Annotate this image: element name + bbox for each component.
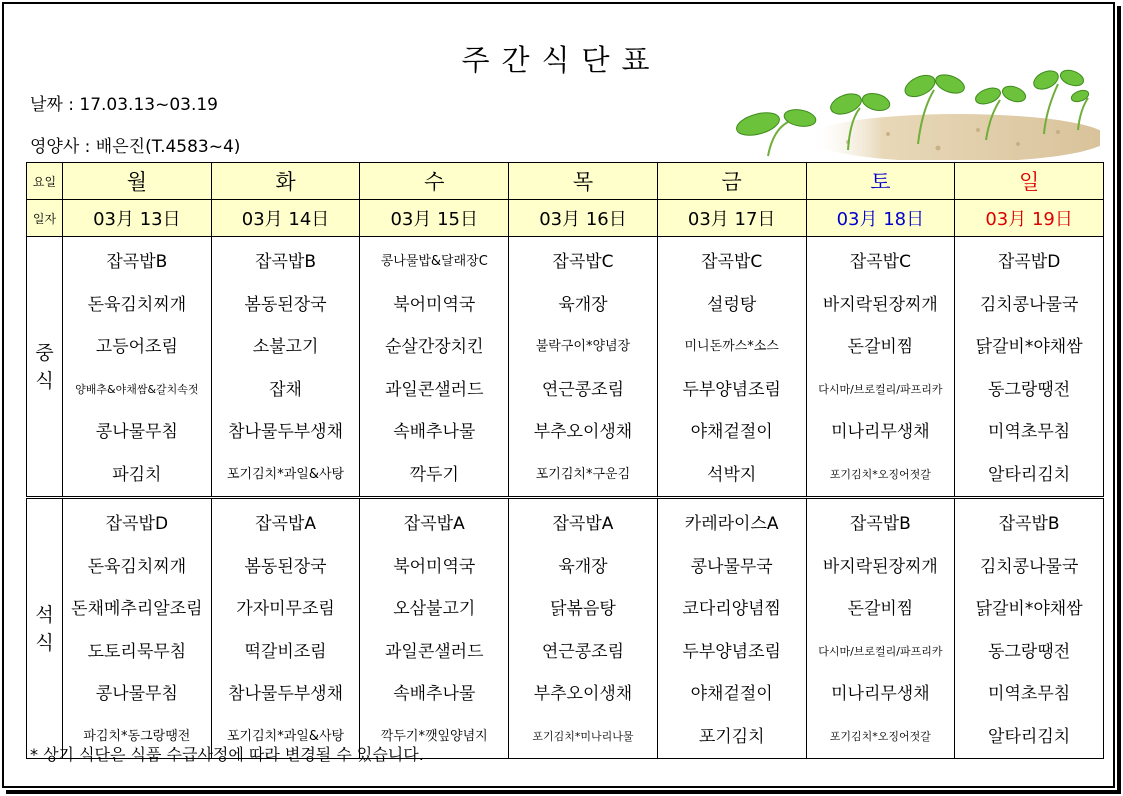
menu-item: 콩나물밥&달래장C	[380, 254, 488, 269]
lunch-label	[27, 237, 63, 498]
menu-item: 미나리무생채	[831, 422, 930, 442]
menu-item: 잡곡밥A	[255, 514, 316, 534]
menu-item: 육개장	[558, 294, 608, 315]
weekly-menu-table	[26, 162, 1104, 759]
menu-item: 떡갈비조림	[244, 641, 327, 662]
menu-item: 콩나물무국	[690, 556, 773, 577]
date-row	[27, 200, 1104, 237]
menu-item: 바지락된장찌개	[822, 294, 938, 315]
menu-item: 다시마/브로컬리/파프리카	[818, 644, 943, 658]
menu-item: 포기김치*과일&사탕	[227, 466, 345, 482]
menu-item: 코다리양념찜	[682, 599, 781, 619]
menu-item: 잡곡밥B	[998, 514, 1060, 534]
menu-item: 콩나물무침	[95, 684, 178, 704]
menu-item: 닭갈비*야채쌈	[975, 337, 1083, 357]
menu-item: 잡곡밥C	[701, 252, 763, 272]
menu-item: 과일콘샐러드	[384, 379, 484, 400]
day-sat: 토	[806, 163, 955, 200]
menu-item: 잡곡밥B	[849, 514, 911, 534]
menu-item: 소불고기	[252, 337, 319, 357]
menu-item: 불락구이*양념장	[535, 339, 631, 354]
menu-item: 잡곡밥C	[552, 252, 614, 272]
dinner-thu	[509, 498, 658, 759]
menu-item: 돈채메추리알조림	[71, 599, 203, 619]
menu-item: 깍두기	[409, 464, 459, 485]
menu-item: 속배추나물	[393, 684, 476, 704]
day-fri: 금	[657, 163, 806, 200]
menu-item: 잡곡밥A	[403, 514, 465, 534]
nutritionist-info: 영양사 : 배은진(T.4583~4)	[30, 137, 241, 157]
dinner-tue	[211, 498, 360, 759]
menu-item: 돈갈비찜	[847, 337, 914, 357]
menu-item: 속배추나물	[393, 422, 476, 442]
menu-item: 잡곡밥D	[105, 514, 169, 534]
day-mon: 월	[63, 163, 212, 200]
menu-item: 동그랑땡전	[988, 379, 1071, 400]
menu-item: 잡곡밥A	[552, 514, 614, 534]
menu-item: 두부양념조림	[682, 379, 781, 400]
dinner-mon	[63, 498, 212, 759]
sprout-illustration	[728, 60, 1100, 160]
dinner-sat	[806, 498, 955, 759]
menu-item: 미나리무생채	[831, 684, 930, 704]
menu-item: 육개장	[558, 556, 608, 577]
menu-item: 미역초무침	[988, 684, 1071, 704]
dinner-label-text: 석식	[35, 603, 54, 654]
menu-item: 돈갈비찜	[847, 599, 914, 619]
menu-item: 포기김치*오징어젓갈	[829, 729, 931, 743]
menu-item: 야채겉절이	[690, 422, 773, 442]
menu-item: 오삼불고기	[393, 599, 476, 619]
menu-item: 도토리묵무침	[87, 641, 187, 662]
dinner-wed	[360, 498, 509, 759]
lunch-row	[27, 237, 1104, 498]
weekday-row-label: 요일	[27, 163, 63, 200]
day-thu: 목	[509, 163, 658, 200]
menu-item: 깍두기*깻잎양념지	[380, 728, 488, 744]
menu-item: 알타리김치	[988, 726, 1071, 747]
menu-item: 포기김치*과일&사탕	[227, 728, 345, 744]
date-tue: 03月 14日	[211, 200, 360, 237]
menu-item: 부추오이생채	[533, 422, 633, 442]
dinner-fri	[657, 498, 806, 759]
frame-shadow-bottom	[6, 790, 1121, 794]
lunch-wed	[360, 237, 509, 498]
lunch-label-text: 중식	[35, 341, 54, 392]
menu-item: 봄동된장국	[244, 556, 327, 577]
menu-item: 카레라이스A	[684, 514, 779, 534]
date-thu: 03月 16日	[509, 200, 658, 237]
menu-item: 설렁탕	[707, 294, 757, 315]
menu-item: 파김치	[112, 464, 162, 485]
date-fri: 03月 17日	[657, 200, 806, 237]
day-tue: 화	[211, 163, 360, 200]
menu-item: 돈육김치찌개	[87, 294, 187, 315]
day-sun: 일	[955, 163, 1104, 200]
date-mon: 03月 13日	[63, 200, 212, 237]
menu-item: 닭갈비*야채쌈	[975, 599, 1083, 619]
date-sat: 03月 18日	[806, 200, 955, 237]
dinner-sun	[955, 498, 1104, 759]
menu-item: 연근콩조림	[541, 379, 625, 400]
menu-item: 과일콘샐러드	[384, 641, 484, 662]
menu-item: 돈육김치찌개	[87, 556, 187, 577]
menu-item: 참나물두부생채	[228, 422, 344, 442]
frame-shadow-right	[1117, 6, 1121, 792]
dinner-label	[27, 498, 63, 759]
date-wed: 03月 15日	[360, 200, 509, 237]
menu-item: 포기김치	[698, 726, 765, 747]
menu-item: 잡곡밥C	[849, 252, 911, 272]
dinner-row	[27, 498, 1104, 759]
menu-item: 양배추&야채쌈&갈치속젓	[75, 382, 199, 396]
menu-item: 다시마/브로컬리/파프리카	[818, 382, 943, 396]
menu-item: 파김치*동그랑땡전	[83, 728, 191, 744]
menu-item: 참나물두부생채	[228, 684, 344, 704]
date-range: 날짜 : 17.03.13~03.19	[30, 95, 218, 115]
menu-item: 두부양념조림	[682, 641, 781, 662]
menu-item: 야채겉절이	[690, 684, 773, 704]
menu-item: 순살간장치킨	[384, 337, 484, 357]
menu-item: 봄동된장국	[244, 294, 327, 315]
day-wed: 수	[360, 163, 509, 200]
menu-item: 알타리김치	[988, 464, 1071, 485]
menu-item: 포기김치*구운김	[535, 466, 631, 482]
footnote: * 상기 식단은 식품 수급사정에 따라 변경될 수 있습니다.	[30, 745, 424, 764]
lunch-sat	[806, 237, 955, 498]
date-row-label: 일자	[27, 200, 63, 237]
menu-item: 동그랑땡전	[988, 641, 1071, 662]
menu-item: 잡곡밥B	[255, 252, 317, 272]
menu-item: 김치콩나물국	[979, 556, 1079, 577]
lunch-fri	[657, 237, 806, 498]
menu-item: 고등어조림	[95, 337, 178, 357]
menu-item: 연근콩조림	[541, 641, 625, 662]
menu-item: 북어미역국	[393, 556, 476, 577]
page-title: 주간식단표	[461, 43, 662, 77]
menu-item: 김치콩나물국	[979, 294, 1079, 315]
menu-item: 잡곡밥D	[997, 252, 1061, 272]
menu-item: 잡곡밥B	[106, 252, 168, 272]
lunch-mon	[63, 237, 212, 498]
menu-item: 석박지	[707, 464, 757, 485]
menu-item: 닭볶음탕	[550, 599, 616, 619]
date-sun: 03月 19日	[955, 200, 1104, 237]
menu-item: 북어미역국	[393, 294, 476, 315]
menu-item: 포기김치*오징어젓갈	[829, 467, 931, 481]
lunch-sun	[955, 237, 1104, 498]
menu-item: 포기김치*미나리나물	[532, 729, 634, 743]
menu-item: 콩나물무침	[95, 422, 178, 442]
menu-item: 미니돈까스*소스	[684, 339, 779, 354]
menu-item: 잡채	[269, 379, 302, 400]
lunch-tue	[211, 237, 360, 498]
weekday-row	[27, 163, 1104, 200]
lunch-thu	[509, 237, 658, 498]
menu-item: 바지락된장찌개	[822, 556, 938, 577]
menu-item: 미역초무침	[988, 422, 1071, 442]
menu-item: 부추오이생채	[533, 684, 633, 704]
menu-item: 가자미무조림	[236, 599, 335, 619]
